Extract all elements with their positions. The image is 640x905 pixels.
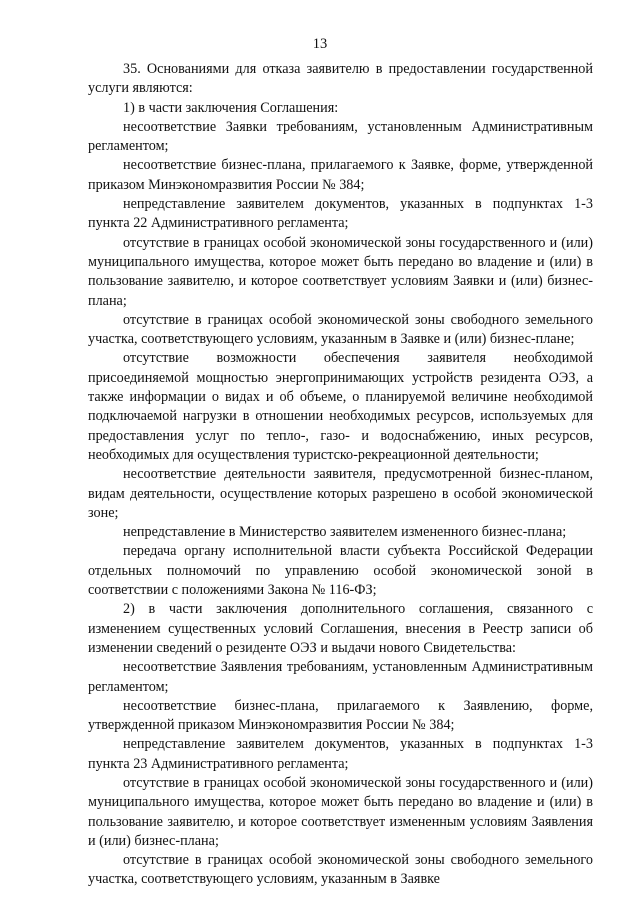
paragraph: отсутствие в границах особой экономической зоны государственного и (или) муниципального имущества, которое может быть передано во владение и (или) в пользование заявителю, и которое соответствует условиям Заявки и (или) бизнес-плана; (88, 234, 593, 309)
paragraph: несоответствие деятельности заявителя, предусмотренной бизнес-планом, видам деятельности, осуществление которых разрешено в особой экономической зоне; (88, 466, 593, 521)
paragraph: непредставление заявителем документов, указанных в подпунктах 1-3 пункта 23 Административного регламента; (88, 736, 593, 772)
paragraph: непредставление в Министерство заявителем измененного бизнес-плана; (123, 524, 567, 541)
paragraph: отсутствие в границах особой экономической зоны свободного земельного участка, соответствующего условиям, указанным в Заявке и (или) бизнес-плане; (88, 311, 593, 348)
paragraph: 35. Основаниями для отказа заявителю в предоставлении государственной услуги являются: (88, 61, 593, 97)
paragraph: отсутствие в границах особой экономической зоны государственного и (или) муниципального имущества, которое может быть передано во владение и (или) в пользование заявителю, и которое соответствует измененным условиям Заявления и (или) бизнес-плана; (88, 774, 593, 849)
paragraph: передача органу исполнительной власти субъекта Российской Федерации отдельных полномочий по управлению особой экономической зоной в соответствии с положениями Закона № 116-ФЗ; (88, 543, 593, 599)
paragraph: 2) в части заключения дополнительного соглашения, связанного с изменением существенных условий Соглашения, внесения в Реестр записи об изменении сведений о резиденте ОЭЗ и выдачи нового Свидетельства: (88, 601, 593, 656)
paragraph: непредставление заявителем документов, указанных в подпунктах 1-3 пункта 22 Административного регламента; (88, 196, 593, 232)
paragraph: несоответствие бизнес-плана, прилагаемого к Заявлению, форме, утвержденной приказом Минэкономразвития России № 384; (88, 697, 593, 734)
paragraph: отсутствие возможности обеспечения заявителя необходимой присоединяемой мощностью энергопринимающих устройств резидента ОЭЗ, а также информации о видах и об объеме, о планируемой величине необходимой подключаемой нагрузки в отношении необходимых ресурсов, используемых для предоставления услуг по тепло-, газо- и водоснабжению, иных ресурсов, необходимых для осуществления туристско-рекреационной деятельности; (88, 350, 593, 463)
document-body (88, 60, 593, 890)
paragraph: 1) в части заключения Соглашения: (123, 99, 339, 116)
paragraph: отсутствие в границах особой экономической зоны свободного земельного участка, соответствующего условиям, указанным в Заявке (88, 852, 593, 888)
page-number: 13 (312, 36, 328, 52)
paragraph: несоответствие бизнес-плана, прилагаемого к Заявке, форме, утвержденной приказом Минэкономразвития России № 384; (88, 157, 593, 193)
paragraph: несоответствие Заявления требованиям, установленным Административным регламентом; (88, 659, 593, 695)
paragraph: несоответствие Заявки требованиям, установленным Административным регламентом; (88, 118, 593, 155)
